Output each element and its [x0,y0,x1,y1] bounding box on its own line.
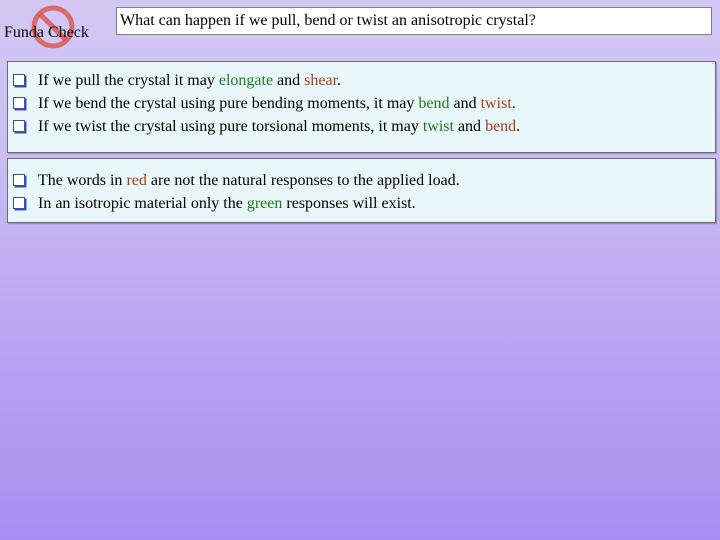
item-text: . [337,72,342,89]
item-text: and [453,118,486,135]
item-text: . [511,95,516,112]
checkbox-bullet-icon [13,197,25,209]
item-text: . [516,118,521,135]
checkbox-bullet-icon [13,74,25,86]
red-term: red [126,172,147,189]
responses-list [13,69,715,138]
item-text: If we pull the crystal it may [38,72,219,89]
notes-list [13,169,715,215]
list-item [13,69,715,92]
checkbox-bullet-icon [13,120,25,132]
list-item [13,115,715,138]
item-text: If we bend the crystal using pure bending moments, it may [38,95,419,112]
item-text: The words in [38,172,127,189]
checkbox-bullet-icon [13,174,25,186]
item-text: responses will exist. [282,195,416,212]
green-term: twist [422,118,454,135]
list-item [13,192,715,215]
item-text: If we twist the crystal using pure torsional moments, it may [38,118,423,135]
red-term: twist [480,95,512,112]
item-text: In an isotropic material only the [38,195,247,212]
funda-check-logo [4,4,112,52]
page-title: What can happen if we pull, bend or twist an anisotropic crystal? [116,7,712,35]
item-text: are not the natural responses to the applied load. [146,172,460,189]
red-term: bend [485,118,517,135]
red-term: shear [304,72,338,89]
item-text: and [273,72,305,89]
notes-box [7,158,716,223]
green-term: green [246,195,283,212]
logo-text: Funda Check [4,24,89,41]
responses-box [7,61,716,153]
list-item [13,169,715,192]
checkbox-bullet-icon [13,97,25,109]
green-term: elongate [218,72,274,89]
list-item [13,92,715,115]
item-text: and [449,95,481,112]
green-term: bend [418,95,450,112]
